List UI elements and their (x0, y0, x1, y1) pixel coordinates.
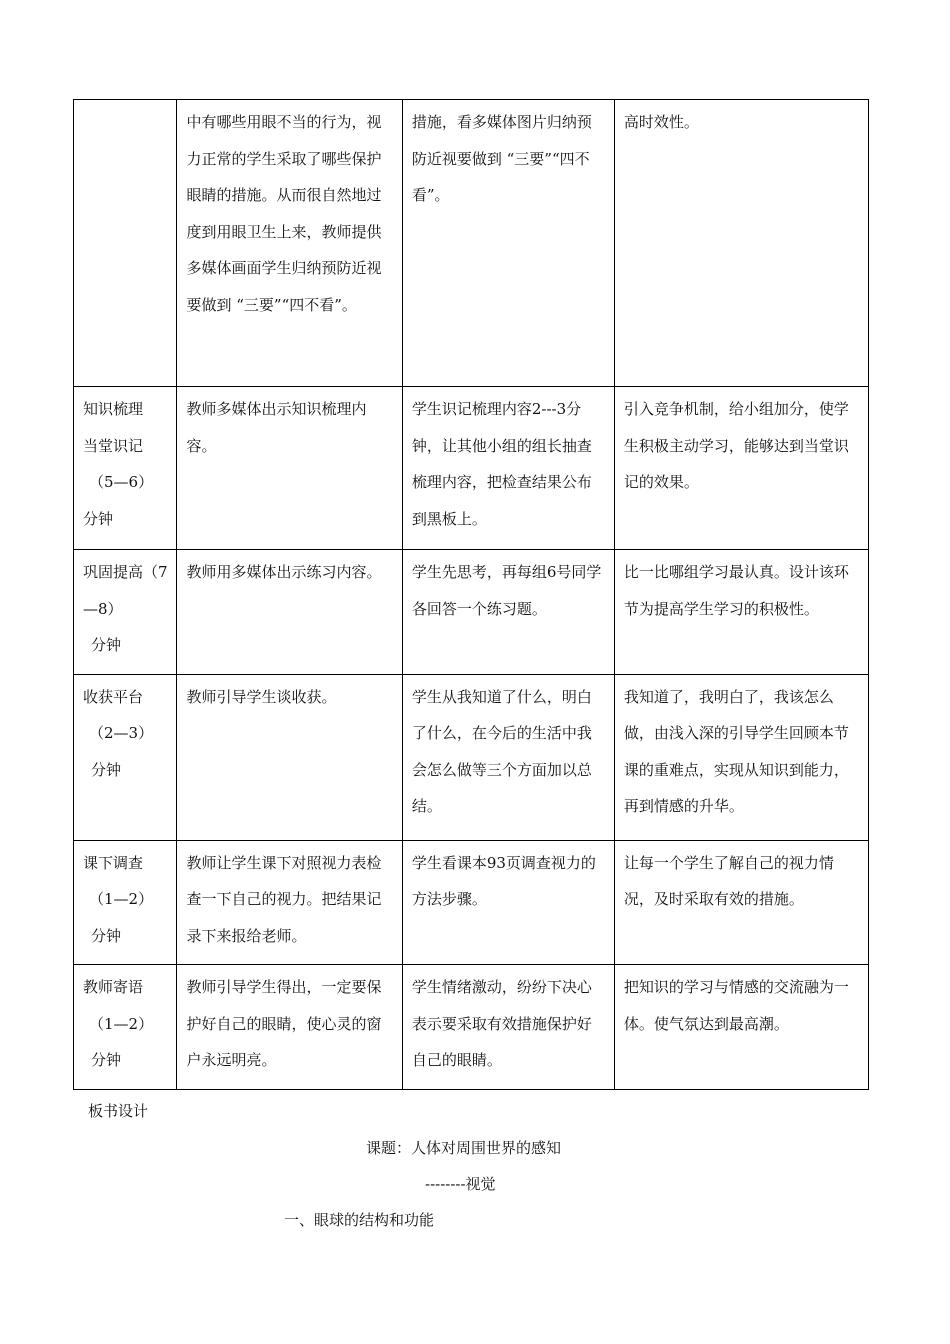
table-row (74, 965, 869, 1090)
design-purpose-cell: 比一比哪组学习最认真。设计该环节为提高学生学习的积极性。 (614, 550, 868, 675)
design-purpose-cell: 让每一个学生了解自己的视力情况，及时采取有效的措施。 (614, 840, 868, 965)
stage-cell (74, 674, 177, 840)
design-purpose-cell: 我知道了，我明白了，我该怎么做，由浅入深的引导学生回顾本节课的重难点，实现从知识到能力，再到情感的升华。 (614, 674, 868, 840)
table-row (74, 674, 869, 840)
design-purpose-cell: 高时效性。 (614, 100, 868, 387)
table-row (74, 387, 869, 550)
stage-cell (74, 840, 177, 965)
student-activity-cell: 学生从我知道了什么，明白了什么，在今后的生活中我会怎么做等三个方面加以总结。 (402, 674, 614, 840)
stage-cell (74, 387, 177, 550)
stage-line: —8） (83, 599, 123, 618)
student-activity-cell: 学生情绪激动，纷纷下决心表示要采取有效措施保护好自己的眼睛。 (402, 965, 614, 1090)
stage-cell (74, 100, 177, 387)
stage-line: 分钟 (91, 926, 122, 945)
table-row (74, 550, 869, 675)
student-activity-cell: 学生看课本93页调查视力的方法步骤。 (402, 840, 614, 965)
stage-line: 巩固提高（7 (83, 563, 168, 581)
stage-line: （5—6） (89, 473, 154, 491)
teacher-activity-cell: 教师让学生课下对照视力表检查一下自己的视力。把结果记录下来报给老师。 (177, 840, 402, 965)
board-lesson-subtitle: --------视觉 (425, 1175, 496, 1193)
stage-cell (74, 965, 177, 1090)
stage-line: （1—2） (89, 1014, 154, 1033)
stage-line: 当堂识记 (83, 436, 144, 455)
design-purpose-cell: 把知识的学习与情感的交流融为一体。使气氛达到最高潮。 (614, 965, 868, 1090)
stage-line: 收获平台 (83, 687, 144, 706)
teacher-activity-cell: 教师用多媒体出示练习内容。 (177, 550, 402, 675)
design-purpose-cell: 引入竞争机制，给小组加分，使学生积极主动学习，能够达到当堂识记的效果。 (614, 387, 868, 550)
board-lesson-title: 课题：人体对周围世界的感知 (366, 1139, 562, 1157)
stage-line: （1—2） (89, 890, 154, 908)
stage-line: 分钟 (83, 509, 114, 528)
stage-line: 课下调查 (83, 853, 144, 872)
teacher-activity-cell: 教师引导学生得出，一定要保护好自己的眼睛，使心灵的窗户永远明亮。 (177, 965, 402, 1090)
stage-line: 教师寄语 (83, 978, 144, 996)
stage-line: 分钟 (91, 1051, 122, 1069)
stage-line: 知识梳理 (83, 400, 144, 418)
stage-line: （2—3） (89, 724, 154, 742)
stage-line: 分钟 (91, 760, 122, 779)
lesson-plan-body (74, 100, 869, 1090)
teacher-activity-cell: 教师引导学生谈收获。 (177, 674, 402, 840)
student-activity-cell: 学生先思考，再每组6号同学各回答一个练习题。 (402, 550, 614, 675)
teacher-activity-cell: 中有哪些用眼不当的行为，视力正常的学生采取了哪些保护眼睛的措施。从而很自然地过度到用眼卫生上来，教师提供多媒体画面学生归纳预防近视要做到 “三要”“四不看”。 (177, 100, 402, 387)
table-row (74, 840, 869, 965)
table-row (74, 100, 869, 387)
student-activity-cell: 措施，看多媒体图片归纳预防近视要做到 “三要”“四不看”。 (402, 100, 614, 387)
board-design-heading: 板书设计 (88, 1102, 149, 1120)
lesson-plan-table (73, 99, 869, 1090)
teacher-activity-cell: 教师多媒体出示知识梳理内容。 (177, 387, 402, 550)
board-section-heading: 一、眼球的结构和功能 (284, 1211, 435, 1229)
stage-cell (74, 550, 177, 675)
student-activity-cell: 学生识记梳理内容2---3分钟，让其他小组的组长抽查梳理内容，把检查结果公布到黑板上。 (402, 387, 614, 550)
stage-line: 分钟 (91, 636, 122, 654)
